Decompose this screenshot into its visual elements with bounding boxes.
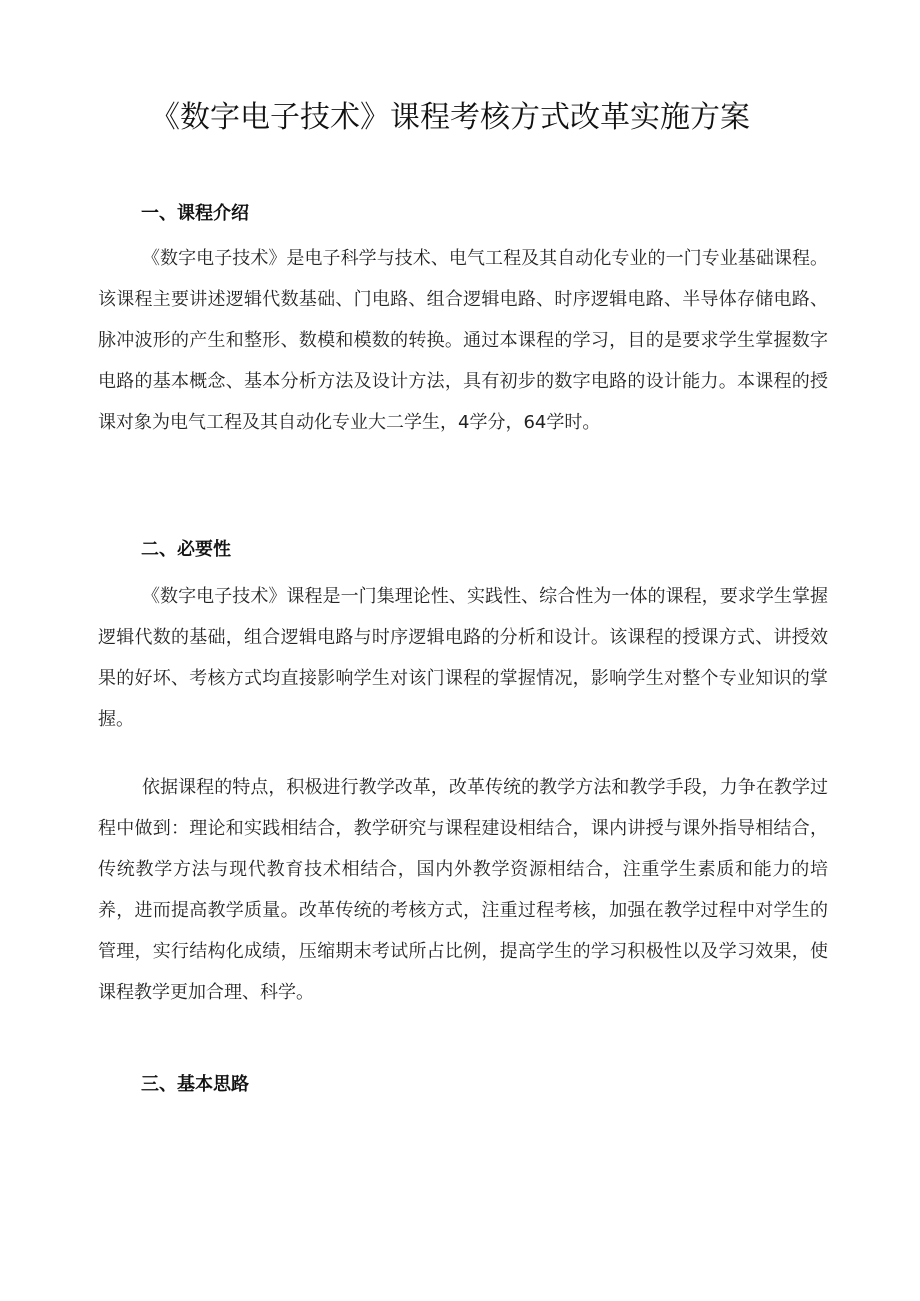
paragraph-course-intro: 《数字电子技术》是电子科学与技术、电气工程及其自动化专业的一门专业基础课程。该课程主要讲述逻辑代数基础、门电路、组合逻辑电路、时序逻辑电路、半导体存储电路、脉冲波形的产生和整形、数模和模数的转换。通过本课程的学习，目的是要求学生掌握数字电路的基本概念、基本分析方法及设计方法，具有初步的数字电路的设计能力。本课程的授课对象为电气工程及其自动化专业大二学生，4学分，64学时。	[98, 248, 828, 433]
section-heading-necessity: 二、必要性	[141, 539, 231, 560]
section-heading-basic-idea: 三、基本思路	[141, 1074, 249, 1095]
document-title: 《数字电子技术》课程考核方式改革实施方案	[150, 100, 750, 135]
section-heading-course-intro: 一、课程介绍	[141, 203, 249, 224]
paragraph-necessity-2: 依据课程的特点，积极进行教学改革，改革传统的教学方法和教学手段，力争在教学过程中做到：理论和实践相结合，教学研究与课程建设相结合，课内讲授与课外指导相结合，传统教学方法与现代教育技术相结合，国内外教学资源相结合，注重学生素质和能力的培养，进而提高教学质量。改革传统的考核方式，注重过程考核，加强在教学过程中对学生的管理，实行结构化成绩，压缩期末考试所占比例，提高学生的学习积极性以及学习效果，使课程教学更加合理、科学。	[98, 777, 828, 1003]
paragraph-necessity-1: 《数字电子技术》课程是一门集理论性、实践性、综合性为一体的课程，要求学生掌握逻辑代数的基础，组合逻辑电路与时序逻辑电路的分析和设计。该课程的授课方式、讲授效果的好坏、考核方式均直接影响学生对该门课程的掌握情况，影响学生对整个专业知识的掌握。	[98, 586, 828, 730]
